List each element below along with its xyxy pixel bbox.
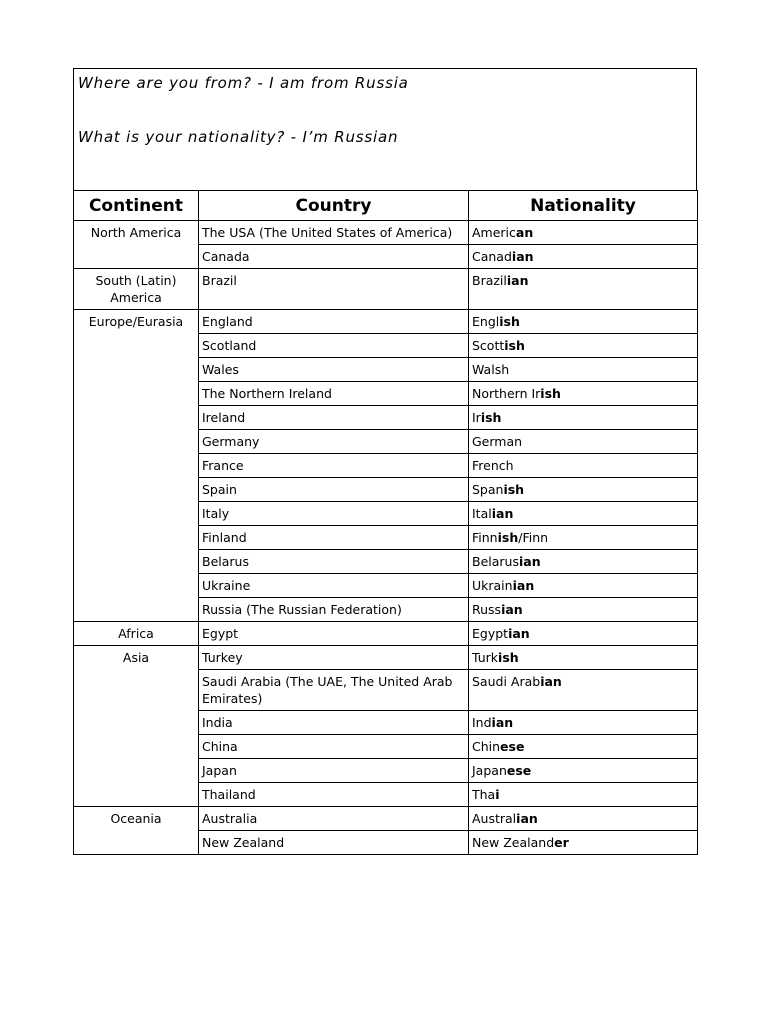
nationality-stem: Americ [472, 225, 516, 240]
table-row [74, 221, 698, 245]
country-cell: China [199, 735, 469, 759]
intro-question-2: What is your nationality? - I’m Russian [78, 128, 399, 146]
nationality-stem: Scott [472, 338, 505, 353]
country-cell: Japan [199, 759, 469, 783]
country-cell: Scotland [199, 334, 469, 358]
country-cell: Canada [199, 245, 469, 269]
header-row [74, 191, 698, 221]
nationality-cell [469, 382, 698, 406]
nationality-cell [469, 735, 698, 759]
continent-cell: Oceania [74, 807, 199, 855]
nationality-cell [469, 502, 698, 526]
nationality-stem: Walsh [472, 362, 510, 377]
nationality-suffix: ian [501, 602, 523, 617]
nationality-suffix: ish [499, 314, 520, 329]
header-continent: Continent [74, 191, 199, 221]
nationality-suffix: ese [506, 763, 532, 778]
continent-cell: Asia [74, 646, 199, 807]
nationality-cell [469, 783, 698, 807]
document [73, 68, 697, 855]
nationality-suffix: er [554, 835, 569, 850]
country-cell: Thailand [199, 783, 469, 807]
country-cell: Australia [199, 807, 469, 831]
header-country: Country [199, 191, 469, 221]
nationality-suffix: ian [491, 715, 514, 730]
country-cell: Ukraine [199, 574, 469, 598]
country-cell: Germany [199, 430, 469, 454]
continent-cell: North America [74, 221, 199, 269]
table-row [74, 807, 698, 831]
nationality-stem: French [472, 458, 514, 473]
nationality-cell [469, 711, 698, 735]
nationality-stem: Ukrain [472, 578, 513, 593]
intro-cell [74, 69, 697, 191]
nationality-stem: Chin [472, 739, 501, 754]
nationality-stem: Span [472, 482, 504, 497]
table-row [74, 622, 698, 646]
nationality-suffix: ian [508, 626, 530, 641]
nationality-suffix: ian [516, 811, 538, 826]
nationality-stem: Japan [472, 763, 507, 778]
nationality-cell [469, 759, 698, 783]
nationality-cell [469, 598, 698, 622]
nationality-stem: Brazil [472, 273, 507, 288]
nationality-cell [469, 807, 698, 831]
nationality-tail: /Finn [518, 530, 549, 545]
nationality-stem: Turk [472, 650, 499, 665]
nationality-cell [469, 526, 698, 550]
nationality-cell [469, 831, 698, 855]
nationality-stem: Ital [472, 506, 492, 521]
nationality-suffix: ish [504, 338, 525, 353]
country-cell: Brazil [199, 269, 469, 310]
nationality-suffix: ian [540, 674, 562, 689]
country-cell: Italy [199, 502, 469, 526]
nationality-stem: Austral [472, 811, 517, 826]
nationality-cell [469, 310, 698, 334]
nationality-stem: Russ [472, 602, 502, 617]
table-row [74, 646, 698, 670]
nationality-stem: Belarus [472, 554, 519, 569]
nationality-stem: Finn [472, 530, 498, 545]
nationality-stem: Tha [472, 787, 496, 802]
country-cell: India [199, 711, 469, 735]
country-cell: Russia (The Russian Federation) [199, 598, 469, 622]
nationality-stem: Canad [472, 249, 512, 264]
continent-cell: Europe/Eurasia [74, 310, 199, 622]
nationality-suffix: ish [503, 482, 525, 497]
table-body [74, 221, 698, 855]
nationality-suffix: ish [540, 386, 561, 401]
nationality-stem: New Zealand [472, 835, 555, 850]
continent-cell: South (Latin) America [74, 269, 199, 310]
country-cell: Turkey [199, 646, 469, 670]
nationality-stem: Ind [472, 715, 492, 730]
country-cell: New Zealand [199, 831, 469, 855]
country-cell: Finland [199, 526, 469, 550]
table-row [74, 269, 698, 310]
country-cell: Saudi Arabia (The UAE, The United Arab Emirates) [199, 670, 469, 711]
nationality-suffix: ian [511, 249, 534, 264]
nationality-stem: Egypt [472, 626, 509, 641]
nationality-cell [469, 430, 698, 454]
nationality-suffix: ian [491, 506, 514, 521]
country-cell: Ireland [199, 406, 469, 430]
nationality-cell [469, 478, 698, 502]
nationality-cell [469, 454, 698, 478]
intro-box [73, 68, 697, 191]
nationality-suffix: i [495, 787, 500, 802]
country-cell: Spain [199, 478, 469, 502]
nationality-suffix: an [515, 225, 534, 240]
nationality-cell [469, 358, 698, 382]
nationality-cell [469, 622, 698, 646]
table-row [74, 310, 698, 334]
nationality-suffix: ian [512, 578, 535, 593]
nationality-cell [469, 670, 698, 711]
country-cell: Belarus [199, 550, 469, 574]
nationality-suffix: ian [506, 273, 529, 288]
nationality-cell [469, 646, 698, 670]
nationality-suffix: ish [480, 410, 502, 425]
nationality-cell [469, 574, 698, 598]
country-cell: Egypt [199, 622, 469, 646]
nationality-cell [469, 550, 698, 574]
country-cell: The Northern Ireland [199, 382, 469, 406]
nationality-stem: Northern Ir [472, 386, 541, 401]
nationality-cell [469, 269, 698, 310]
nationality-suffix: ish [497, 530, 519, 545]
header-nationality: Nationality [469, 191, 698, 221]
nationality-suffix: ian [518, 554, 541, 569]
nationality-suffix: ese [500, 739, 525, 754]
nationality-stem: Engl [472, 314, 500, 329]
nationality-cell [469, 245, 698, 269]
nationality-suffix: ish [498, 650, 519, 665]
nationality-stem: Saudi Arab [472, 674, 541, 689]
continent-cell: Africa [74, 622, 199, 646]
nationality-cell [469, 334, 698, 358]
nationality-stem: Ir [472, 410, 481, 425]
country-cell: France [199, 454, 469, 478]
nationality-table [73, 190, 698, 855]
nationality-stem: German [472, 434, 523, 449]
country-cell: Wales [199, 358, 469, 382]
nationality-cell [469, 406, 698, 430]
country-cell: The USA (The United States of America) [199, 221, 469, 245]
nationality-cell [469, 221, 698, 245]
country-cell: England [199, 310, 469, 334]
intro-question-1: Where are you from? - I am from Russia [78, 74, 409, 92]
